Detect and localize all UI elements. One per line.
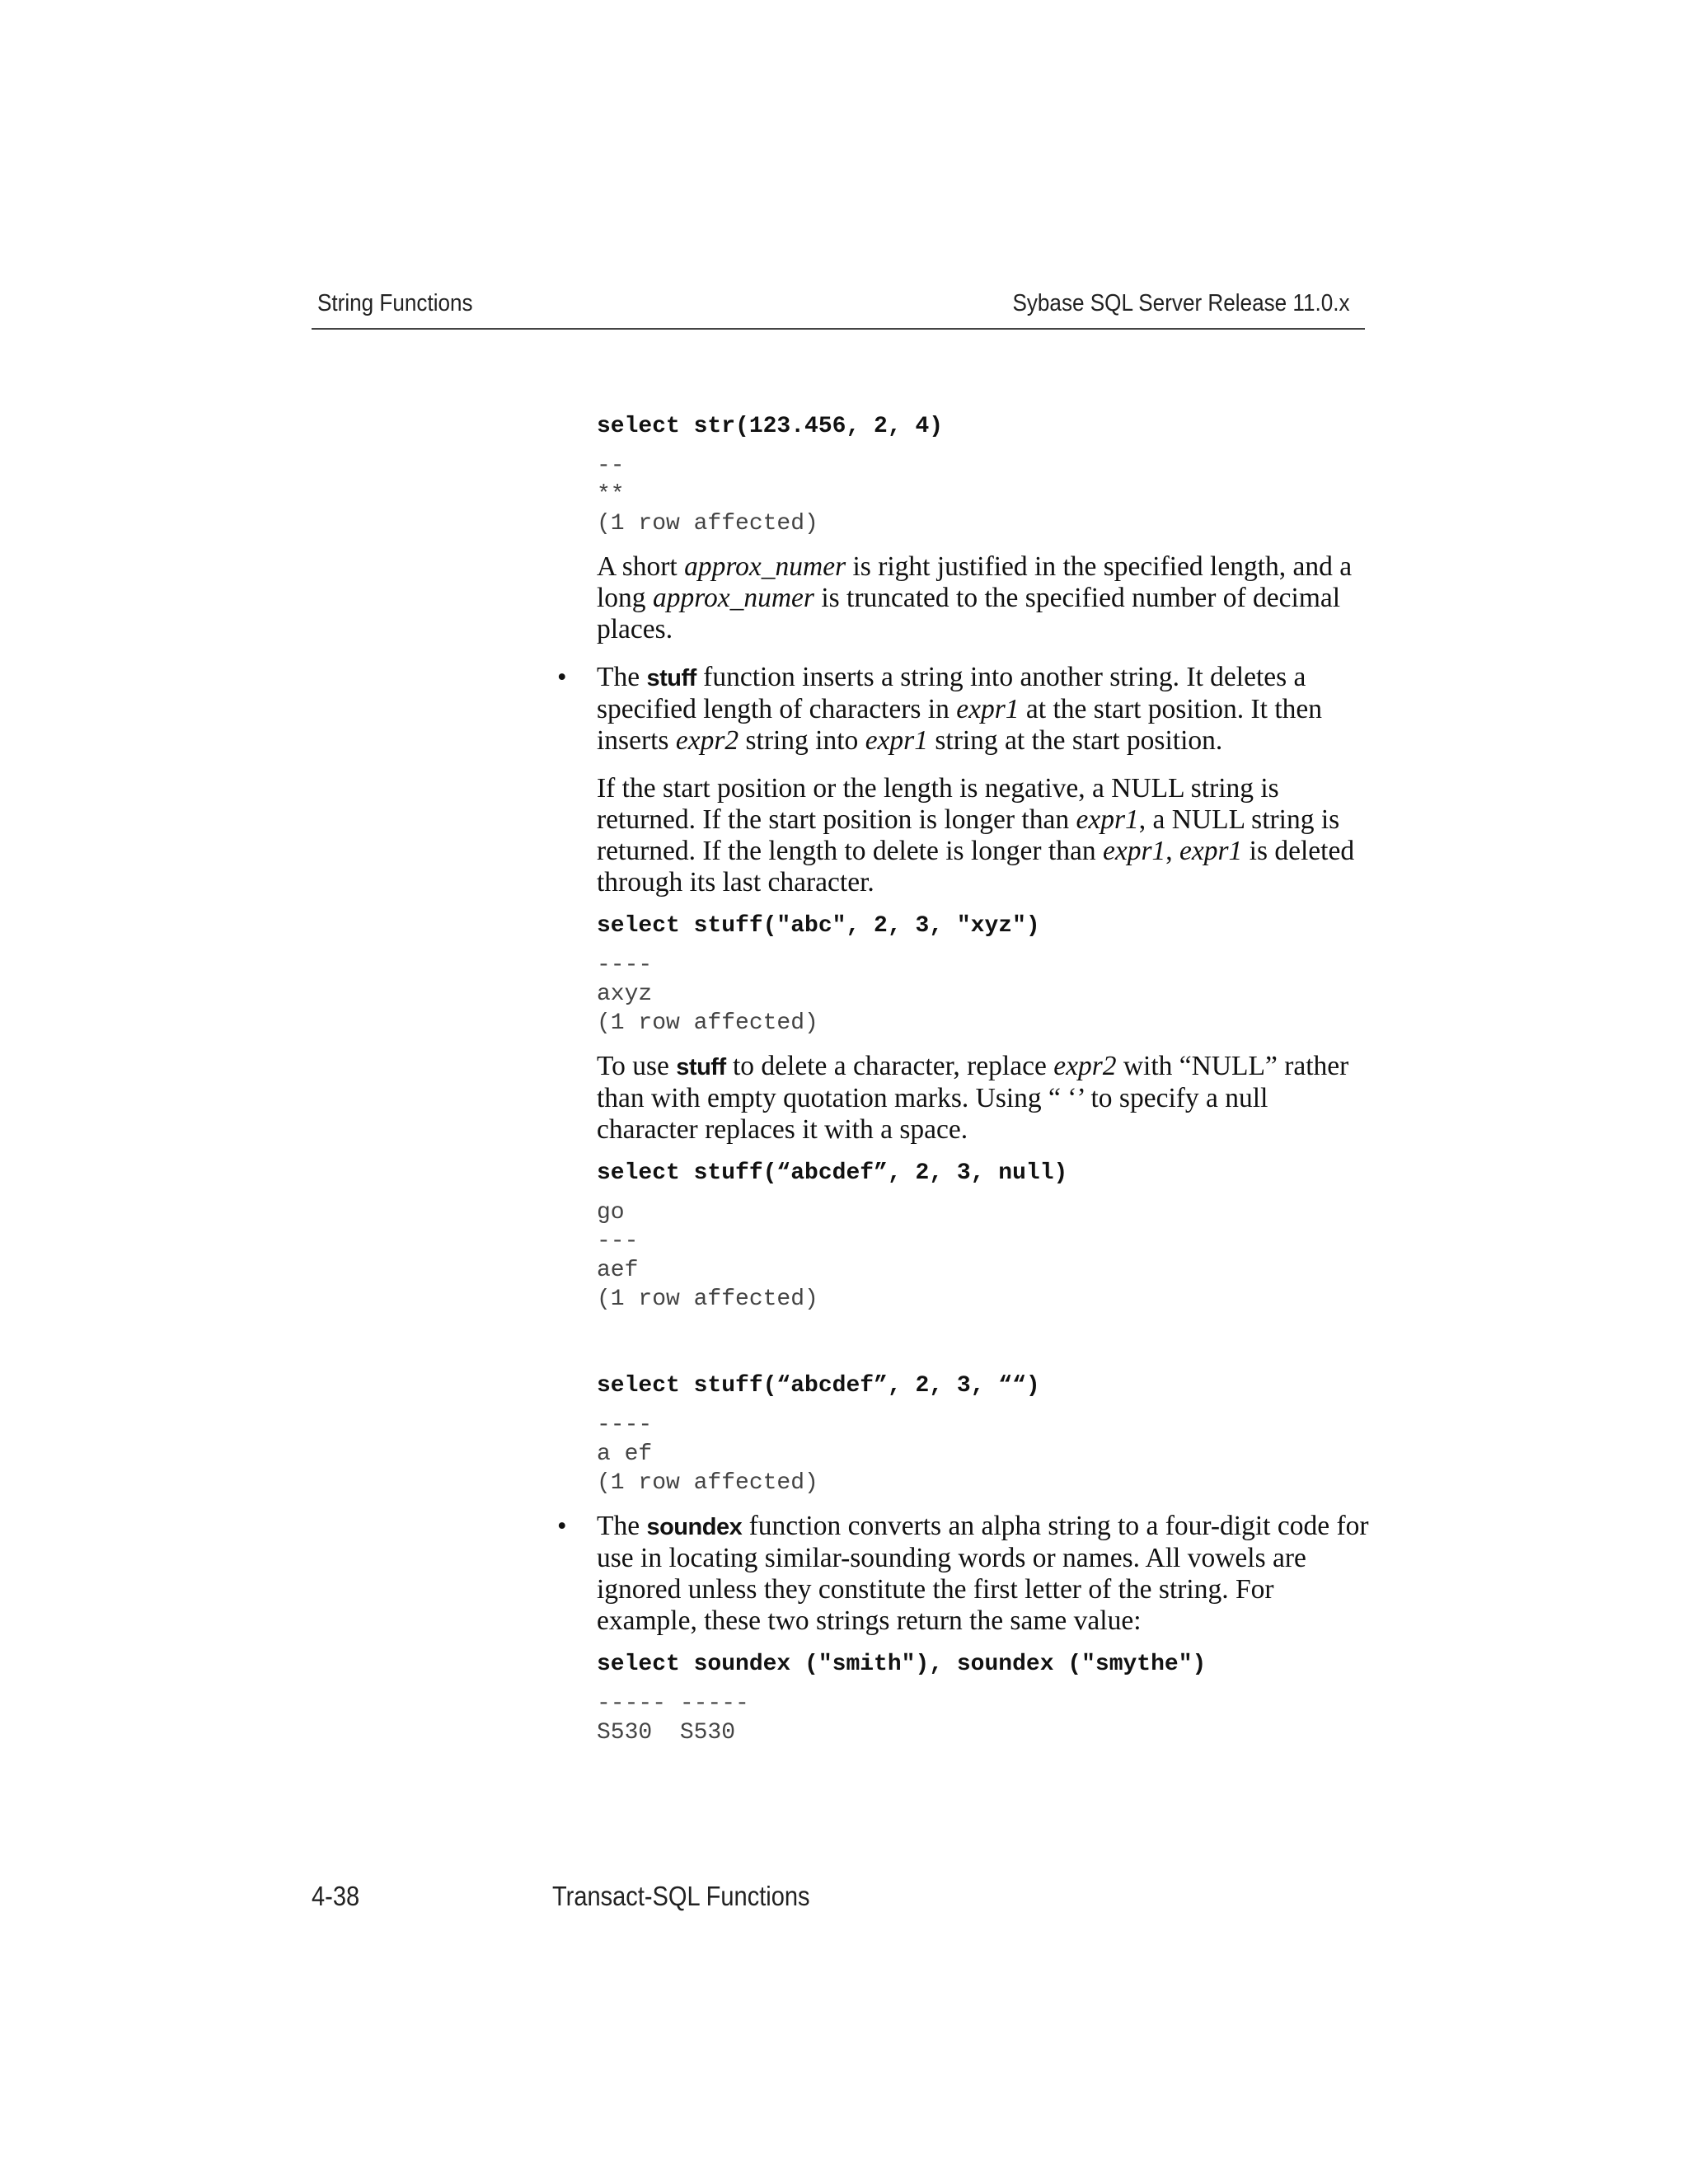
output-line: (1 row affected) [597, 511, 818, 537]
soundex-intro: The soundex function converts an alpha string to a four-digit code for use in locating similar-sounding words or names. All vowels are ignored unless they constitute the first letter of the string. For example, these two strings return the same value: [597, 1511, 1369, 1636]
output-line: (1 row affected) [597, 1470, 818, 1496]
output-line: ---- [597, 1413, 653, 1438]
output-line: S530 S530 [597, 1720, 736, 1746]
output-line: -- [597, 453, 625, 479]
code-str-example: select str(123.456, 2, 4) [597, 414, 944, 439]
output-line: axyz [597, 982, 653, 1007]
code-stuff-example-1: select stuff("abc", 2, 3, "xyz") [597, 913, 1040, 939]
output-line: (1 row affected) [597, 1010, 818, 1036]
str-description: A short approx_numer is right justified in the specified length, and a long approx_numer is truncated to the specified number of decimal places. [597, 551, 1353, 644]
output-line: aef [597, 1258, 639, 1283]
list-item-soundex [557, 1511, 1372, 1637]
code-stuff-example-3: select stuff(“abcdef”, 2, 3, ““) [597, 1373, 1040, 1399]
stuff-intro: The stuff function inserts a string into another string. It deletes a specified length of characters in expr1 at the start position. It then inserts expr2 string into expr1 string at the start position. [597, 662, 1323, 756]
list-item-stuff [557, 662, 1372, 757]
header-rule [312, 328, 1365, 330]
output-line: --- [597, 1229, 639, 1254]
page-body [557, 412, 1372, 1747]
running-header-left: String Functions [317, 290, 473, 316]
footer-section: Transact-SQL Functions [552, 1881, 810, 1911]
code-soundex-example: select soundex ("smith"), soundex ("smythe") [597, 1652, 1207, 1677]
stuff-delete-note: To use stuff to delete a character, replace expr2 with “NULL” rather than with empty quotation marks. Using “ ‘’ to specify a null character replaces it with a space. [597, 1051, 1349, 1145]
running-header-right: Sybase SQL Server Release 11.0.x [1012, 290, 1350, 316]
footer-page-number: 4-38 [312, 1881, 360, 1911]
code-stuff-example-2: select stuff(“abcdef”, 2, 3, null) [597, 1160, 1068, 1186]
output-line: a ef [597, 1441, 653, 1467]
bullet: • [557, 1511, 567, 1541]
output-line: go [597, 1200, 625, 1226]
output-line: ----- ----- [597, 1691, 749, 1717]
output-line: (1 row affected) [597, 1286, 818, 1312]
output-line: ---- [597, 953, 653, 978]
bullet: • [557, 663, 567, 692]
output-line: ** [597, 482, 625, 508]
stuff-rules: If the start position or the length is negative, a NULL string is returned. If the start position is longer than expr1, a NULL string is returned. If the length to delete is longer than expr1, expr1 is deleted through its last character. [597, 773, 1355, 898]
